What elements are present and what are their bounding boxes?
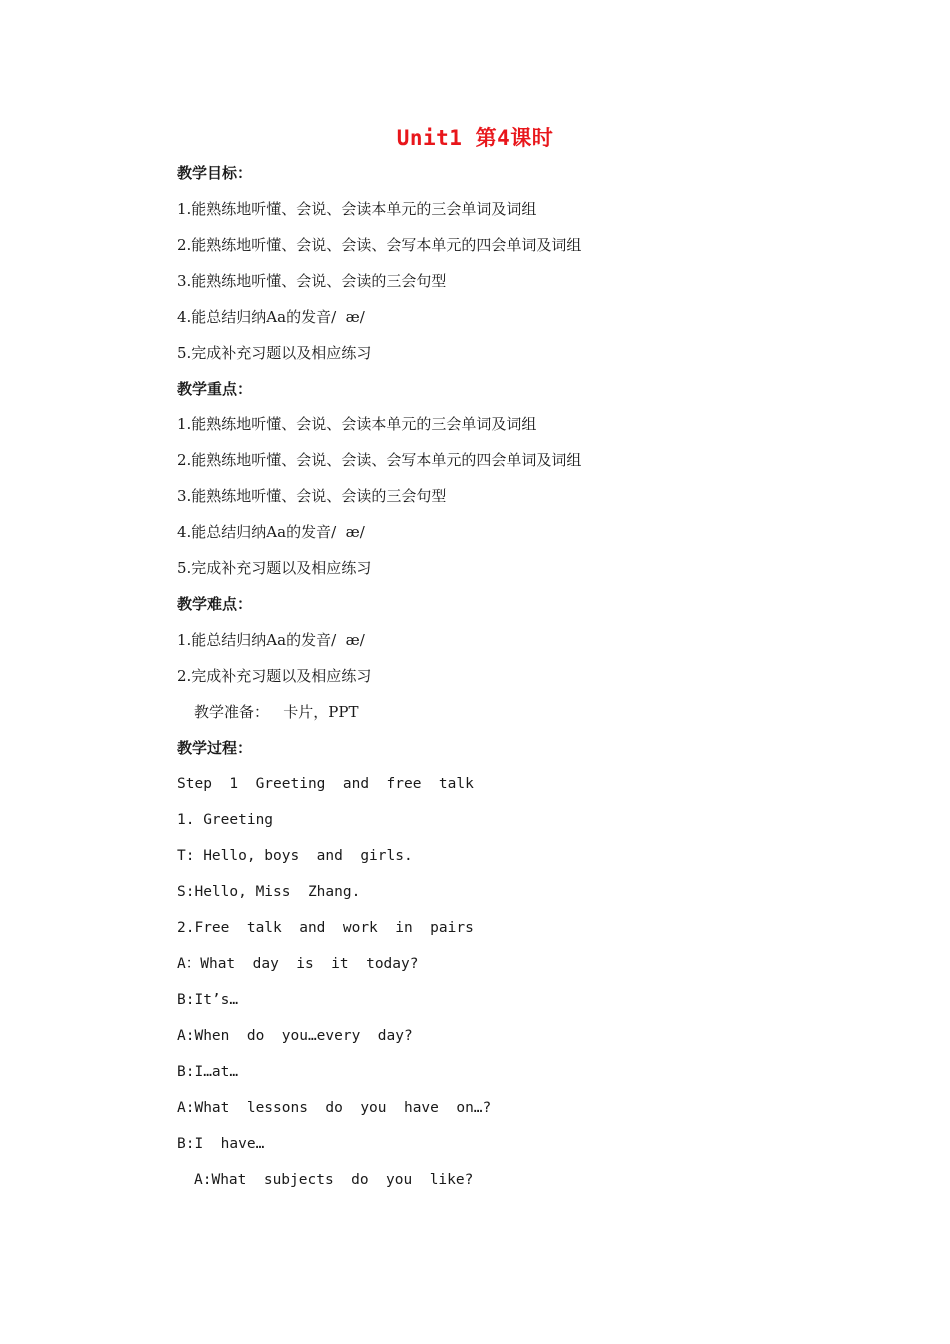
key-point-item: 2.能熟练地听懂、会说、会读、会写本单元的四会单词及词组 [177,451,582,469]
difficulties-heading: 教学难点： [177,595,253,613]
key-point-item: 5.完成补充习题以及相应练习 [177,559,372,577]
process-line: 2.Free talk and work in pairs [177,920,474,936]
preparation-line: 教学准备： 卡片，PPT [194,703,359,721]
difficulty-item: 2.完成补充习题以及相应练习 [177,667,372,685]
key-points-heading: 教学重点： [177,380,253,398]
objective-item: 3.能熟练地听懂、会说、会读的三会句型 [177,272,447,290]
difficulty-item: 1.能总结归纳Aa的发音/ æ/ [177,631,365,649]
objective-item: 5.完成补充习题以及相应练习 [177,344,372,362]
process-line: A:When do you…every day? [177,1028,413,1044]
process-line: B:It’s… [177,992,239,1008]
objectives-heading: 教学目标： [177,164,253,182]
objective-item: 1.能熟练地听懂、会说、会读本单元的三会单词及词组 [177,200,537,218]
process-line: S:Hello, Miss Zhang. [177,884,361,900]
document-title: Unit1 第4课时 [396,126,554,150]
objective-item: 4.能总结归纳Aa的发音/ æ/ [177,308,365,326]
process-line: B:I have… [177,1136,265,1152]
process-line: A:What lessons do you have on…? [177,1100,492,1116]
process-line: A:What subjects do you like? [194,1172,474,1188]
process-line: B:I…at… [177,1064,239,1080]
process-line: A：What day is it today? [177,956,419,972]
process-line: 1. Greeting [177,812,274,828]
key-point-item: 1.能熟练地听懂、会说、会读本单元的三会单词及词组 [177,415,537,433]
process-line: T: Hello, boys and girls. [177,848,413,864]
key-point-item: 4.能总结归纳Aa的发音/ æ/ [177,523,365,541]
objective-item: 2.能熟练地听懂、会说、会读、会写本单元的四会单词及词组 [177,236,582,254]
key-point-item: 3.能熟练地听懂、会说、会读的三会句型 [177,487,447,505]
process-heading: 教学过程： [177,739,253,757]
process-line: Step 1 Greeting and free talk [177,776,474,792]
